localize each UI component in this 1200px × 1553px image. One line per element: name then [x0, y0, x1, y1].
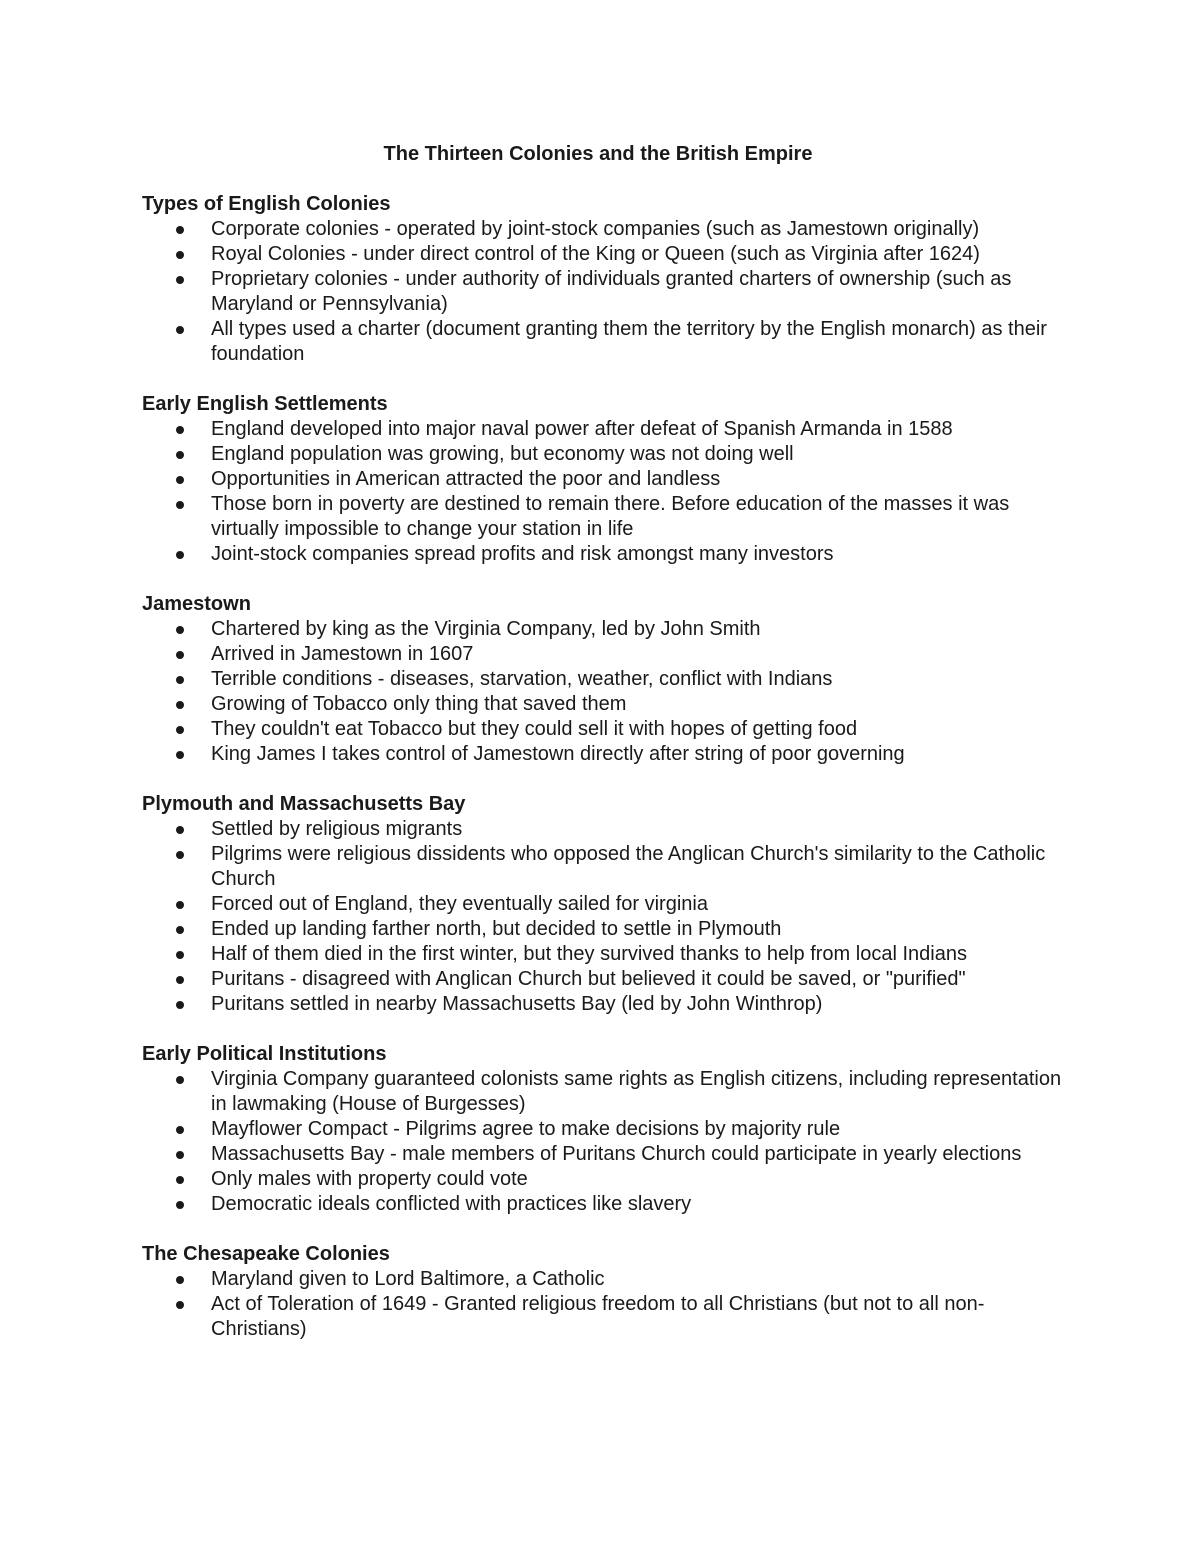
list-item-text: They couldn't eat Tobacco but they could sell it with hopes of getting food	[211, 718, 858, 740]
list-item	[142, 267, 1062, 317]
list-item-text: Terrible conditions - diseases, starvation, weather, conflict with Indians	[211, 668, 833, 690]
document-body	[142, 192, 1062, 1367]
list-item-text: Those born in poverty are destined to remain there. Before education of the masses it was virtually impossible to change your station in life	[211, 493, 1010, 540]
list-item-text: Growing of Tobacco only thing that saved them	[211, 693, 627, 715]
list-item	[142, 242, 1062, 267]
bullet-icon	[176, 501, 184, 509]
list-item	[142, 992, 1062, 1017]
list-item	[142, 1142, 1062, 1167]
bullet-icon	[176, 1176, 184, 1184]
bullet-icon	[176, 1276, 184, 1284]
bullet-icon	[176, 826, 184, 834]
bullet-icon	[176, 1076, 184, 1084]
list-item	[142, 742, 1062, 767]
list-item	[142, 317, 1062, 367]
list-item-text: Proprietary colonies - under authority of individuals granted charters of ownership (such as Maryland or Pennsylvania)	[211, 268, 1012, 315]
bullet-icon	[176, 276, 184, 284]
list-item	[142, 1192, 1062, 1217]
list-item-text: Forced out of England, they eventually sailed for virginia	[211, 893, 708, 915]
bullet-icon	[176, 976, 184, 984]
list-item-text: Puritans settled in nearby Massachusetts Bay (led by John Winthrop)	[211, 993, 823, 1015]
bullet-list	[142, 1267, 1062, 1342]
bullet-icon	[176, 651, 184, 659]
list-item	[142, 467, 1062, 492]
list-item-text: England developed into major naval power after defeat of Spanish Armanda in 1588	[211, 418, 953, 440]
list-item-text: All types used a charter (document granting them the territory by the English monarch) as their foundation	[211, 318, 1047, 365]
bullet-icon	[176, 726, 184, 734]
bullet-icon	[176, 1201, 184, 1209]
section-heading: Early English Settlements	[142, 393, 388, 415]
list-item-text: Opportunities in American attracted the poor and landless	[211, 468, 721, 490]
list-item-text: Massachusetts Bay - male members of Puritans Church could participate in yearly elections	[211, 1143, 1022, 1165]
list-item-text: Joint-stock companies spread profits and risk amongst many investors	[211, 543, 834, 565]
bullet-list	[142, 217, 1062, 367]
list-item	[142, 917, 1062, 942]
list-item	[142, 1167, 1062, 1192]
section	[142, 1042, 1062, 1217]
list-item	[142, 1117, 1062, 1142]
bullet-icon	[176, 326, 184, 334]
list-item	[142, 1292, 1062, 1342]
bullet-list	[142, 1067, 1062, 1217]
list-item	[142, 617, 1062, 642]
list-item	[142, 442, 1062, 467]
bullet-icon	[176, 901, 184, 909]
section-heading: The Chesapeake Colonies	[142, 1243, 390, 1265]
bullet-icon	[176, 476, 184, 484]
list-item-text: Act of Toleration of 1649 - Granted religious freedom to all Christians (but not to all non-Christians)	[211, 1293, 985, 1340]
bullet-list	[142, 817, 1062, 1017]
list-item	[142, 892, 1062, 917]
section	[142, 392, 1062, 567]
bullet-icon	[176, 226, 184, 234]
list-item	[142, 817, 1062, 842]
bullet-icon	[176, 251, 184, 259]
section-heading: Jamestown	[142, 593, 251, 615]
list-item-text: Ended up landing farther north, but decided to settle in Plymouth	[211, 918, 782, 940]
bullet-icon	[176, 551, 184, 559]
list-item-text: Mayflower Compact - Pilgrims agree to make decisions by majority rule	[211, 1118, 841, 1140]
list-item-text: King James I takes control of Jamestown directly after string of poor governing	[211, 743, 905, 765]
list-item-text: Democratic ideals conflicted with practices like slavery	[211, 1193, 692, 1215]
list-item	[142, 1267, 1062, 1292]
bullet-icon	[176, 451, 184, 459]
section	[142, 592, 1062, 767]
list-item	[142, 967, 1062, 992]
bullet-icon	[176, 1001, 184, 1009]
list-item-text: Corporate colonies - operated by joint-stock companies (such as Jamestown originally)	[211, 218, 980, 240]
list-item	[142, 942, 1062, 967]
bullet-icon	[176, 1151, 184, 1159]
list-item-text: Chartered by king as the Virginia Company, led by John Smith	[211, 618, 761, 640]
bullet-icon	[176, 1126, 184, 1134]
bullet-icon	[176, 426, 184, 434]
bullet-list	[142, 617, 1062, 767]
section-heading: Early Political Institutions	[142, 1043, 387, 1065]
list-item-text: Settled by religious migrants	[211, 818, 463, 840]
list-item-text: Half of them died in the first winter, but they survived thanks to help from local Indians	[211, 943, 967, 965]
bullet-list	[142, 417, 1062, 567]
bullet-icon	[176, 1301, 184, 1309]
bullet-icon	[176, 926, 184, 934]
list-item	[142, 842, 1062, 892]
list-item	[142, 1067, 1062, 1117]
list-item-text: Maryland given to Lord Baltimore, a Catholic	[211, 1268, 605, 1290]
list-item-text: Royal Colonies - under direct control of the King or Queen (such as Virginia after 1624)	[211, 243, 980, 265]
list-item	[142, 217, 1062, 242]
list-item	[142, 692, 1062, 717]
list-item	[142, 667, 1062, 692]
bullet-icon	[176, 701, 184, 709]
list-item-text: England population was growing, but economy was not doing well	[211, 443, 794, 465]
section-heading: Plymouth and Massachusetts Bay	[142, 793, 466, 815]
section	[142, 792, 1062, 1017]
document-title: The Thirteen Colonies and the British Empire	[383, 143, 813, 165]
bullet-icon	[176, 626, 184, 634]
bullet-icon	[176, 751, 184, 759]
section-heading: Types of English Colonies	[142, 193, 391, 215]
bullet-icon	[176, 951, 184, 959]
section	[142, 1242, 1062, 1342]
list-item-text: Arrived in Jamestown in 1607	[211, 643, 474, 665]
list-item	[142, 717, 1062, 742]
list-item-text: Virginia Company guaranteed colonists same rights as English citizens, including representation in lawmaking (House of Burgesses)	[211, 1068, 1062, 1115]
list-item	[142, 492, 1062, 542]
list-item	[142, 417, 1062, 442]
list-item	[142, 542, 1062, 567]
list-item-text: Only males with property could vote	[211, 1168, 528, 1190]
list-item	[142, 642, 1062, 667]
bullet-icon	[176, 676, 184, 684]
bullet-icon	[176, 851, 184, 859]
list-item-text: Pilgrims were religious dissidents who opposed the Anglican Church's similarity to the Catholic Church	[211, 843, 1046, 890]
section	[142, 192, 1062, 367]
list-item-text: Puritans - disagreed with Anglican Church but believed it could be saved, or "purified"	[211, 968, 966, 990]
